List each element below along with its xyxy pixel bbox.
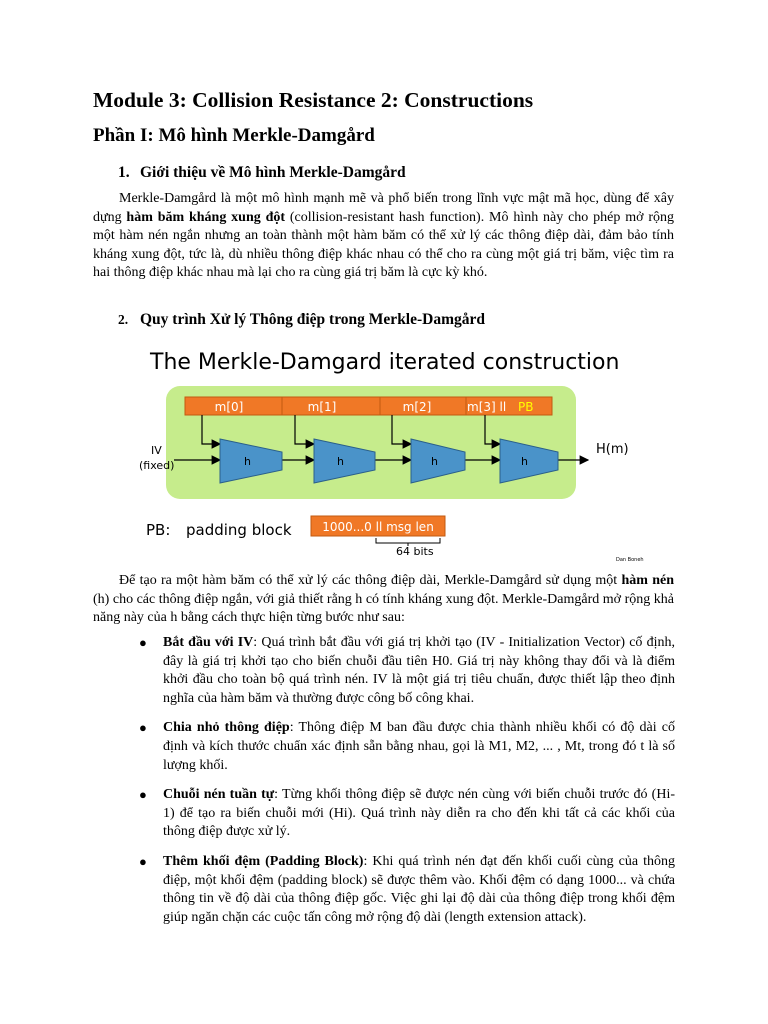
list-item <box>139 853 675 927</box>
paragraph-text: (h) cho các thông điệp ngắn, với giả thiết rằng h có tính kháng xung đột. Merkle-Damgård mở rộng khả năng này của h bằng cách thực hiện từng bước như sau: <box>93 591 674 626</box>
bullet-icon: ● <box>139 787 147 803</box>
list-item-term: Chia nhỏ thông điệp <box>163 720 290 736</box>
list-item-text: : Từng khối thông điệp sẽ được nén cùng với biến chuỗi trước đó (Hi-1) để tạo ra biến chuỗi mới (Hi). Quá trình này diễn ra cho đến khi tất cả các khối của thông điệp được xử lý. <box>163 787 675 840</box>
list-item-text: : Khi quá trình nén đạt đến khối cuối cùng của thông điệp, một khối đệm (padding block) sẽ được thêm vào. Khối đệm có dạng 1000... và chứa thông tin về độ dài của thông điệp gốc. Việc ghi lại độ dài của thông điệp trong khối đệm giúp ngăn chặn các cuộc tấn công mở rộng độ dài (length extension attack). <box>163 853 675 925</box>
list-item-text: : Quá trình bắt đầu với giá trị khởi tạo (IV - Initialization Vector) cố định, đây là giá trị khởi tạo cho biến chuỗi đầu tiên H0. Giá trị này không thay đổi và là điểm khởi đầu cho toàn bộ quá trình nén. IV là một giá trị tiêu chuẩn, được thiết lập theo định nghĩa của hàm băm và thường được công bố công khai. <box>163 635 675 706</box>
diagram-credit: Dan Boneh <box>616 557 644 563</box>
section-2-paragraph <box>93 572 674 628</box>
block-m3-label: m[3] ll <box>467 400 507 414</box>
bullet-icon: ● <box>139 853 147 869</box>
paragraph-text: (collision-resistant hash function). Mô hình này cho phép mở rộng một hàm nén ngắn nhưng an toàn thành một hàm băm có thể xử lý các thông điệp dài, đảm bảo tính kháng xung đột, tức là, dù nhiều thông điệp khác nhau có thể cho ra cùng một giá trị băm, việc tìm ra hai thông điệp khác nhau mà lại cho ra cùng giá trị băm là cực kỳ khó. <box>93 209 674 281</box>
output-label: H(m) <box>596 442 629 457</box>
list-item-text: : Thông điệp M ban đầu được chia thành nhiều khối có độ dài cố định và kích thước chuẩn xác định sẵn bằng nhau, gọi là M1, M2, ... , Mt, trong đó t là số lượng khối. <box>163 720 675 773</box>
block-m0-label: m[0] <box>214 400 244 414</box>
paragraph-text: Để tạo ra một hàm băm có thể xử lý các thông điệp dài, Merkle-Damgård sử dụng một <box>119 573 622 588</box>
h-label-4: h <box>521 455 528 468</box>
paragraph-bold-text: hàm băm kháng xung đột <box>126 209 286 225</box>
block-pb-label: PB <box>518 400 534 414</box>
page-title: Module 3: Collision Resistance 2: Constructions <box>93 88 534 112</box>
h-label-3: h <box>431 455 438 468</box>
part-heading: Phần I: Mô hình Merkle-Damgård <box>93 125 375 146</box>
iv-label: IV <box>151 444 162 457</box>
list-item <box>139 634 675 708</box>
section-1-heading <box>118 162 406 184</box>
list-item-term: Chuỗi nén tuần tự <box>163 787 275 803</box>
diagram-title: The Merkle-Damgard iterated construction <box>150 350 620 375</box>
section-1-title: Giới thiệu về Mô hình Merkle-Damgård <box>140 164 406 181</box>
pb-caption: PB: <box>146 521 171 539</box>
list-item <box>139 719 675 775</box>
h-label-1: h <box>244 455 251 468</box>
list-item-term: Thêm khối đệm (Padding Block) <box>163 853 364 869</box>
h-label-2: h <box>337 455 344 468</box>
section-2-heading <box>118 309 485 331</box>
block-m1-label: m[1] <box>307 400 337 414</box>
padding-box-label: 1000...0 ll msg len <box>322 520 434 534</box>
bullet-icon: ● <box>139 720 147 736</box>
section-2-number: 2. <box>118 312 129 327</box>
bits-label: 64 bits <box>396 545 434 558</box>
iv-fixed-label: (fixed) <box>139 459 175 472</box>
merkle-damgard-diagram <box>122 344 648 566</box>
section-1-paragraph <box>93 190 674 283</box>
paragraph-text: Merkle-Damgård là một mô hình mạnh mẽ và phổ biến trong lĩnh vực mật mã học, dùng để xây dựng <box>93 191 674 225</box>
list-item-term: Bắt đầu với IV <box>163 635 254 650</box>
bullet-icon: ● <box>139 635 147 650</box>
steps-list <box>139 634 675 938</box>
list-item <box>139 786 675 842</box>
section-1-number: 1. <box>118 164 130 181</box>
paragraph-bold-text: hàm nén <box>621 573 675 588</box>
block-m2-label: m[2] <box>402 400 432 414</box>
pb-description: padding block <box>186 521 292 539</box>
section-2-title: Quy trình Xử lý Thông điệp trong Merkle-Damgård <box>140 311 486 328</box>
